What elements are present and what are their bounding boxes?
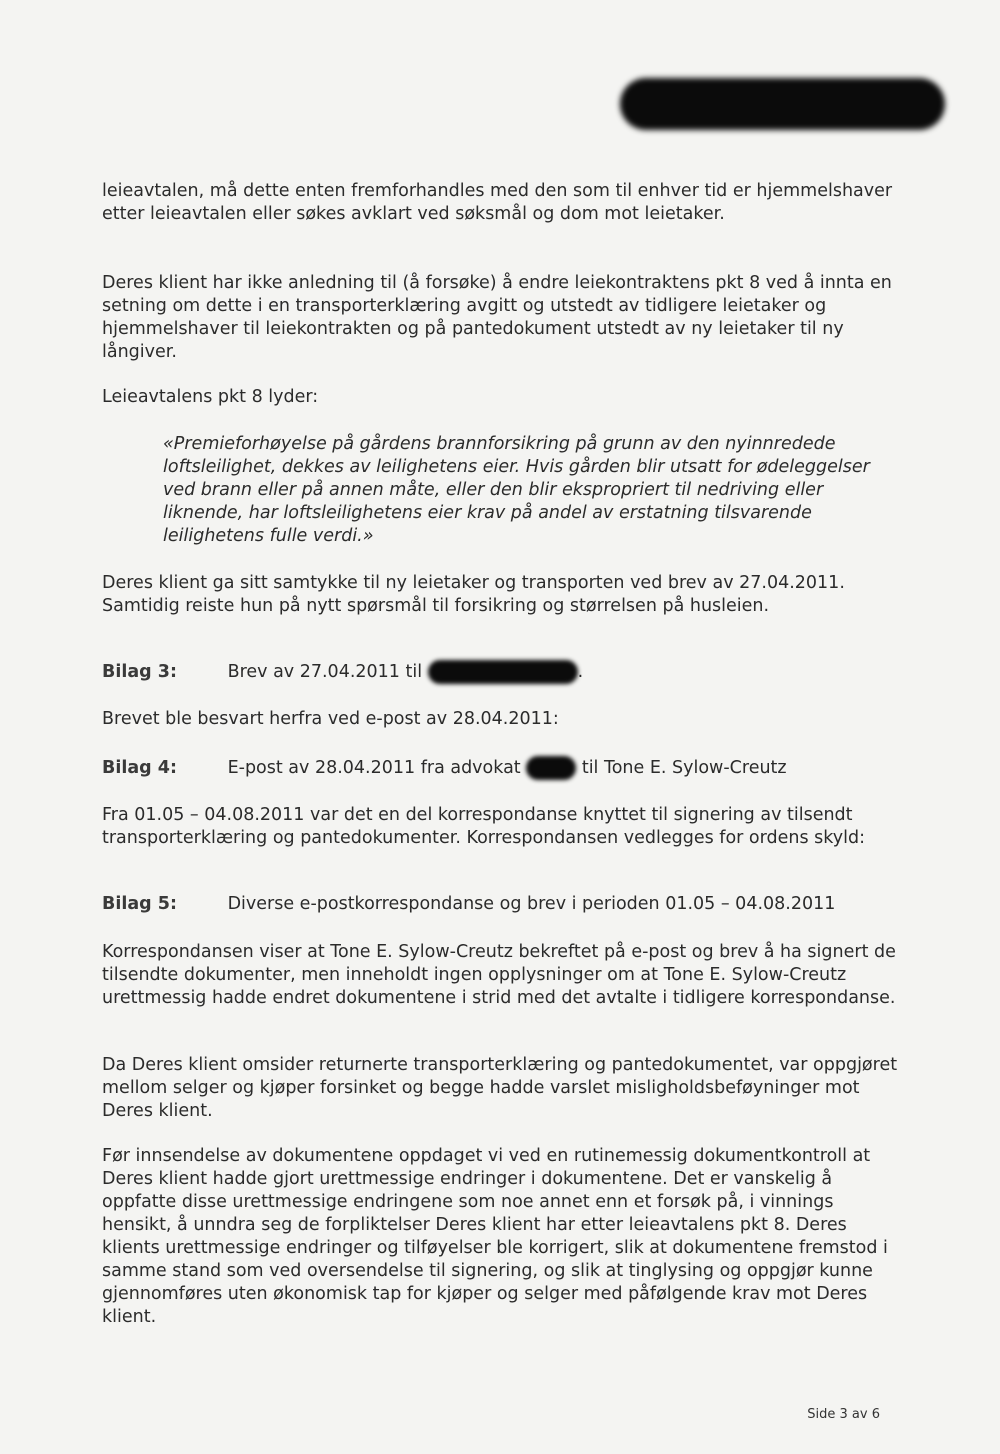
paragraph-4: Deres klient ga sitt samtykke til ny leietaker og transporten ved brev av 27.04.2011. Samtidig reiste hun på nytt spørsmål til forsikring og størrelsen på husleien. xyxy=(102,573,845,616)
bilag-5-label: Bilag 5: xyxy=(102,894,177,914)
paragraph-1: leieavtalen, må dette enten fremforhandles med den som til enhver tid er hjemmelshaver etter leieavtalen eller søkes avklart ved søksmål og dom mot leietaker. xyxy=(102,181,893,224)
bilag-3-redaction xyxy=(428,660,578,684)
bilag-4-line xyxy=(102,756,902,780)
bilag-3-line xyxy=(102,660,902,684)
bilag-3-text: Brev av 27.04.2011 til xyxy=(227,662,423,682)
paragraph-2: Deres klient har ikke anledning til (å forsøke) å endre leiekontraktens pkt 8 ved å innta en setning om dette i en transporterklæring avgitt og utstedt av tidligere leietaker og hjemmelshaver til leiekontrakten og på pantedokument utstedt av ny leietaker til ny långiver. xyxy=(102,273,892,362)
paragraph-6: Fra 01.05 – 04.08.2011 var det en del korrespondanse knyttet til signering av tilsendt transporterklæring og pantedokumenter. Korrespondansen vedlegges for ordens skyld: xyxy=(102,805,866,848)
paragraph-3: Leieavtalens pkt 8 lyder: xyxy=(102,387,319,407)
bilag-5-line xyxy=(102,893,902,916)
paragraph-7: Korrespondansen viser at Tone E. Sylow-Creutz bekreftet på e-post og brev å ha signert de tilsendte dokumenter, men inneholdt ingen opplysninger om at Tone E. Sylow-Creutz urettmessig hadde endret dokumentene i strid med det avtalte i tidligere korrespondanse. xyxy=(102,942,896,1008)
quote-block: «Premieforhøyelse på gårdens brannforsikring på grunn av den nyinnredede loftsleilighet, dekkes av leilighetens eier. Hvis gården blir utsatt for ødeleggelser ved brann eller på annen måte, eller den blir ekspropriert til nedriving eller liknende, har loftsleilighetens eier krav på andel av erstatning tilsvarende leilighetens fulle verdi.» xyxy=(163,434,870,546)
bilag-3-after: . xyxy=(577,662,584,682)
paragraph-8: Da Deres klient omsider returnerte transporterklæring og pantedokumentet, var oppgjøret mellom selger og kjøper forsinket og begge hadde varslet misligholdsbeføyninger mot Deres klient. xyxy=(102,1055,898,1121)
page-number: Side 3 av 6 xyxy=(807,1407,880,1422)
bilag-4-label: Bilag 4: xyxy=(102,758,177,778)
bilag-3-label: Bilag 3: xyxy=(102,662,177,682)
bilag-5-text: Diverse e-postkorrespondanse og brev i perioden 01.05 – 04.08.2011 xyxy=(227,894,836,914)
bilag-4-redaction xyxy=(526,756,576,780)
bilag-4-after: til Tone E. Sylow-Creutz xyxy=(581,758,787,778)
header-redaction xyxy=(620,78,945,130)
paragraph-5: Brevet ble besvart herfra ved e-post av 28.04.2011: xyxy=(102,709,559,729)
paragraph-9: Før innsendelse av dokumentene oppdaget vi ved en rutinemessig dokumentkontroll at Deres klient hadde gjort urettmessige endringer i dokumentene. Det er vanskelig å oppfatte disse urettmessige endringene som noe annet enn et forsøk på, i vinnings hensikt, å unndra seg de forpliktelser Deres klient har etter leieavtalens pkt 8. Deres klients urettmessige endringer og tilføyelser ble korrigert, slik at dokumentene fremstod i samme stand som ved oversendelse til signering, og slik at tinglysing og oppgjør kunne gjennomføres uten økonomisk tap for kjøper og selger med påfølgende krav mot Deres klient. xyxy=(102,1146,888,1327)
bilag-4-text: E-post av 28.04.2011 fra advokat xyxy=(227,758,521,778)
